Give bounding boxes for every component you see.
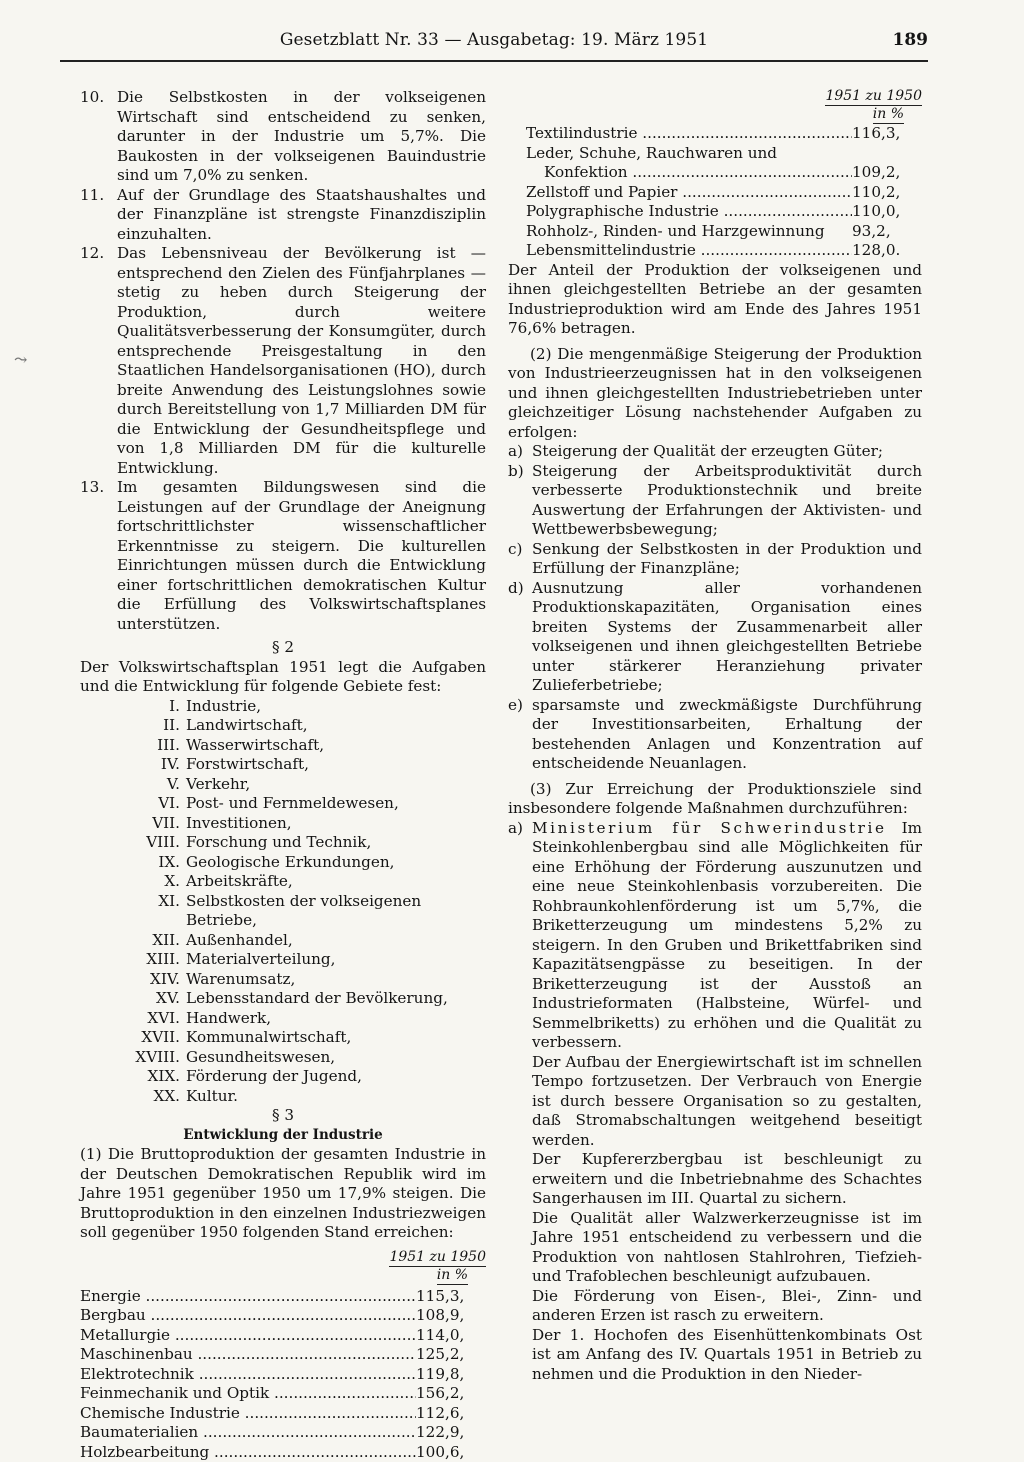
- area-label: Kommunalwirtschaft,: [186, 1028, 486, 1048]
- margin-mark-icon: ⤳: [14, 350, 27, 369]
- area-label: Forschung und Technik,: [186, 833, 486, 853]
- list-item: [80, 186, 486, 245]
- list-item: [508, 540, 922, 579]
- area-label: Post- und Fernmeldewesen,: [186, 794, 486, 814]
- measure-text: Im Steinkohlenbergbau sind alle Möglichkeiten für eine Erhöhung der Förderung auszunutzen und eine neue Steinkohlenbasis vorzubereiten. Die Rohbraunkohlenförderung ist um 5,7%, die Briketterzeugung um mindestens 5,2% zu steigern. In den Gruben und Brikettfabriken sind Kapazitätsengpässe zu beseitigen. In der Briketterzeugung ist der Ausstoß an Industrieformaten (Halbsteine, Würfel- und Semmelbriketts) zu erhöhen und die Qualität zu verbessern.: [532, 819, 922, 1052]
- row-value: 156,2,: [416, 1384, 486, 1404]
- area-label: Landwirtschaft,: [186, 716, 486, 736]
- table-row: [80, 1423, 486, 1443]
- list-item: [80, 716, 486, 736]
- roman-numeral: V.: [80, 775, 186, 795]
- item-letter: e): [508, 696, 532, 774]
- row-value: 128,0.: [852, 241, 922, 261]
- area-label: Geologische Erkundungen,: [186, 853, 486, 873]
- item-letter: c): [508, 540, 532, 579]
- ministry-name: Ministerium für Schwerindustrie: [532, 819, 887, 837]
- row-label: Baumaterialien .....: [80, 1423, 416, 1443]
- item-number: 12.: [80, 244, 117, 478]
- roman-numeral: XVI.: [80, 1009, 186, 1029]
- row-value: 110,2,: [852, 183, 922, 203]
- area-label: Handwerk,: [186, 1009, 486, 1029]
- roman-numeral: VI.: [80, 794, 186, 814]
- area-label: Warenumsatz,: [186, 970, 486, 990]
- item-text: Ausnutzung aller vorhandenen Produktionskapazitäten, Organisation eines breiten Systems der Zusammenarbeit aller volkseigenen und ihnen gleichgestellten Betriebe unter stärkerer Heranziehung privater Zulieferbetriebe;: [532, 579, 922, 696]
- table-row: [80, 1326, 486, 1346]
- row-value: 110,0,: [852, 202, 922, 222]
- row-label: Bergbau .....: [80, 1306, 416, 1326]
- list-item: [80, 931, 486, 951]
- header-title: Gesetzblatt Nr. 33 — Ausgabetag: 19. März 1951: [60, 30, 928, 50]
- roman-numeral: XII.: [80, 931, 186, 951]
- paragraph-3: (3) Zur Erreichung der Produktionsziele sind insbesondere folgende Maßnahmen durchzuführen:: [508, 780, 922, 819]
- item-letter: d): [508, 579, 532, 696]
- item-text: Steigerung der Qualität der erzeugten Güter;: [532, 442, 922, 462]
- row-value: 108,9,: [416, 1306, 486, 1326]
- item-number: 13.: [80, 478, 117, 634]
- item-text: Auf der Grundlage des Staatshaushaltes und der Finanzpläne ist strengste Finanzdisziplin einzuhalten.: [117, 186, 486, 245]
- area-label: Außenhandel,: [186, 931, 486, 951]
- area-label: Investitionen,: [186, 814, 486, 834]
- section-2-intro: Der Volkswirtschaftsplan 1951 legt die Aufgaben und die Entwicklung für folgende Gebiete fest:: [80, 658, 486, 697]
- roman-numeral: XI.: [80, 892, 186, 931]
- list-item: [80, 478, 486, 634]
- list-item: [80, 833, 486, 853]
- table-header-unit: in %: [437, 1267, 468, 1285]
- list-item: [80, 244, 486, 478]
- table-header-years: 1951 zu 1950: [825, 88, 922, 106]
- list-item: [80, 88, 486, 186]
- area-label: Kultur.: [186, 1087, 486, 1107]
- row-label: Holzbearbeitung .....: [80, 1443, 416, 1462]
- left-column: [80, 88, 486, 1462]
- list-item: [80, 814, 486, 834]
- list-item: [80, 1048, 486, 1068]
- production-table: [80, 1287, 486, 1462]
- area-label: Gesundheitswesen,: [186, 1048, 486, 1068]
- row-value: 116,3,: [852, 124, 922, 144]
- row-label: Chemische Industrie .....: [80, 1404, 416, 1424]
- row-value: 119,8,: [416, 1365, 486, 1385]
- table-header: [80, 1249, 486, 1285]
- item-number: 11.: [80, 186, 117, 245]
- row-value: 125,2,: [416, 1345, 486, 1365]
- roman-numeral: VII.: [80, 814, 186, 834]
- table-row: [80, 1287, 486, 1307]
- row-label: Konfektion .....: [544, 163, 852, 183]
- table-row: [526, 163, 922, 183]
- roman-numeral: XVII.: [80, 1028, 186, 1048]
- row-value: 100,6,: [416, 1443, 486, 1462]
- row-value: 93,2,: [852, 222, 922, 242]
- row-label: Lebensmittelindustrie .....: [526, 241, 852, 261]
- list-item: [80, 853, 486, 873]
- right-column: [508, 88, 922, 1384]
- row-label: Elektrotechnik .....: [80, 1365, 416, 1385]
- row-value: 122,9,: [416, 1423, 486, 1443]
- list-item: [80, 970, 486, 990]
- section-3-heading: § 3: [80, 1106, 486, 1126]
- table-row: [80, 1443, 486, 1462]
- table-row: [526, 241, 922, 261]
- area-label: Lebensstandard der Bevölkerung,: [186, 989, 486, 1009]
- share-paragraph: Der Anteil der Produktion der volkseigenen und ihnen gleichgestellten Betriebe an der gesamten Industrieproduktion wird am Ende des Jahres 1951 76,6% betragen.: [508, 261, 922, 339]
- row-label: Metallurgie .....: [80, 1326, 416, 1346]
- roman-numeral: IV.: [80, 755, 186, 775]
- measure-paragraph: Die Qualität aller Walzwerkerzeugnisse ist im Jahre 1951 entscheidend zu verbessern und die Produktion von nahtlosen Stahlrohren, Tiefzieh- und Trafoblechen beschleunigt aufzubauen.: [508, 1209, 922, 1287]
- measure-paragraph: Der Kupfererzbergbau ist beschleunigt zu erweitern und die Inbetriebnahme des Schachtes Sangerhausen im III. Quartal zu sichern.: [508, 1150, 922, 1209]
- table-row: [526, 202, 922, 222]
- section-3-paragraph-1: (1) Die Bruttoproduktion der gesamten Industrie in der Deutschen Demokratischen Republik wird im Jahre 1951 gegenüber 1950 um 17,9% steigen. Die Bruttoproduktion in den einzelnen Industriezweigen soll gegenüber 1950 folgenden Stand erreichen:: [80, 1145, 486, 1243]
- row-label: Leder, Schuhe, Rauchwaren und: [526, 144, 852, 164]
- area-label: Industrie,: [186, 697, 486, 717]
- item-number: 10.: [80, 88, 117, 186]
- measure-paragraph: Der Aufbau der Energiewirtschaft ist im schnellen Tempo fortzusetzen. Der Verbrauch von Energie ist durch bessere Organisation so zu gestalten, daß Stromabschaltungen weitgehend beseitigt werden.: [508, 1053, 922, 1151]
- table-row: [80, 1384, 486, 1404]
- roman-numeral: X.: [80, 872, 186, 892]
- list-item: [80, 1087, 486, 1107]
- row-label: Zellstoff und Papier .....: [526, 183, 852, 203]
- area-label: Selbstkosten der volkseigenen Betriebe,: [186, 892, 486, 931]
- area-label: Forstwirtschaft,: [186, 755, 486, 775]
- list-item: [80, 794, 486, 814]
- row-value: 112,6,: [416, 1404, 486, 1424]
- table-row: [80, 1306, 486, 1326]
- list-item: [508, 442, 922, 462]
- item-text: Das Lebensniveau der Bevölkerung ist — entsprechend den Zielen des Fünfjahrplanes — stetig zu heben durch Steigerung der Produktion, durch weitere Qualitätsverbesserung der Konsumgüter, durch entsprechende Preisgestaltung in den Staatlichen Handelsorganisationen (HO), durch breite Anwendung des Leistungslohnes sowie durch Bereitstellung von 1,7 Milliarden DM für die Entwicklung der Gesundheitspflege und von 1,8 Milliarden DM für die kulturelle Entwicklung.: [117, 244, 486, 478]
- item-text: Senkung der Selbstkosten in der Produktion und Erfüllung der Finanzpläne;: [532, 540, 922, 579]
- section-2-heading: § 2: [80, 638, 486, 658]
- measure-paragraph: Die Förderung von Eisen-, Blei-, Zinn- und anderen Erzen ist rasch zu erweitern.: [508, 1287, 922, 1326]
- page-number: 189: [893, 30, 929, 50]
- table-header: [508, 88, 922, 124]
- area-label: Wasserwirtschaft,: [186, 736, 486, 756]
- measure-paragraph: Der 1. Hochofen des Eisenhüttenkombinats Ost ist am Anfang des IV. Quartals 1951 in Betrieb zu nehmen und die Produktion in den Nieder-: [508, 1326, 922, 1385]
- area-label: Förderung der Jugend,: [186, 1067, 486, 1087]
- roman-numeral: XIII.: [80, 950, 186, 970]
- table-row: [526, 144, 922, 164]
- roman-numeral: III.: [80, 736, 186, 756]
- row-label: Maschinenbau .....: [80, 1345, 416, 1365]
- list-item: [80, 755, 486, 775]
- page-header: [60, 28, 928, 62]
- item-text: sparsamste und zweckmäßigste Durchführung der Investitionsarbeiten, Erhaltung der bestehenden Anlagen und Konzentration auf entscheidende Neuanlagen.: [532, 696, 922, 774]
- row-label: Energie .....: [80, 1287, 416, 1307]
- table-row: [80, 1404, 486, 1424]
- list-item: [80, 950, 486, 970]
- table-row: [80, 1345, 486, 1365]
- table-row: [526, 124, 922, 144]
- item-letter: b): [508, 462, 532, 540]
- list-item: [508, 696, 922, 774]
- list-item: [80, 697, 486, 717]
- section-3-title: Entwicklung der Industrie: [80, 1126, 486, 1146]
- list-item: [80, 1067, 486, 1087]
- task-list: [508, 442, 922, 774]
- item-letter: a): [508, 442, 532, 462]
- table-header-years: 1951 zu 1950: [389, 1249, 486, 1267]
- list-item: [80, 736, 486, 756]
- item-text: Im gesamten Bildungswesen sind die Leistungen auf der Grundlage der Aneignung fortschrittlichster wissenschaftlicher Erkenntnisse zu steigern. Die kulturellen Einrichtungen müssen durch die Entwicklung einer fortschrittlichen demokratischen Kultur die Erfüllung des Volkswirtschaftsplanes unterstützen.: [117, 478, 486, 634]
- row-label: Polygraphische Industrie .....: [526, 202, 852, 222]
- list-item: [508, 579, 922, 696]
- row-value: [852, 144, 922, 164]
- list-item: [508, 462, 922, 540]
- roman-numeral: XV.: [80, 989, 186, 1009]
- table-row: [526, 222, 922, 242]
- areas-list: [80, 697, 486, 1107]
- item-letter: a): [508, 819, 532, 1053]
- row-value: 109,2,: [852, 163, 922, 183]
- list-item: [80, 989, 486, 1009]
- roman-numeral: VIII.: [80, 833, 186, 853]
- item-text: Steigerung der Arbeitsproduktivität durch verbesserte Produktionstechnik und breite Auswertung der Erfahrungen der Aktivisten- und Wettbewerbsbewegung;: [532, 462, 922, 540]
- list-item: [80, 1028, 486, 1048]
- measure-a: [508, 819, 922, 1053]
- roman-numeral: XIX.: [80, 1067, 186, 1087]
- production-table-continued: [508, 124, 922, 261]
- area-label: Verkehr,: [186, 775, 486, 795]
- row-value: 114,0,: [416, 1326, 486, 1346]
- row-label: Feinmechanik und Optik .....: [80, 1384, 416, 1404]
- table-row: [526, 183, 922, 203]
- row-value: 115,3,: [416, 1287, 486, 1307]
- roman-numeral: IX.: [80, 853, 186, 873]
- roman-numeral: I.: [80, 697, 186, 717]
- roman-numeral: II.: [80, 716, 186, 736]
- list-item: [80, 892, 486, 931]
- table-row: [80, 1365, 486, 1385]
- row-label: Rohholz-, Rinden- und Harzgewinnung: [526, 222, 852, 242]
- table-header-unit: in %: [873, 106, 904, 124]
- list-item: [80, 775, 486, 795]
- area-label: Materialverteilung,: [186, 950, 486, 970]
- list-item: [80, 1009, 486, 1029]
- paragraph-2: (2) Die mengenmäßige Steigerung der Produktion von Industrieerzeugnissen hat in den volkseigenen und ihnen gleichgestellten Industriebetrieben unter gleichzeitiger Lösung nachstehender Aufgaben zu erfolgen:: [508, 345, 922, 443]
- roman-numeral: XVIII.: [80, 1048, 186, 1068]
- area-label: Arbeitskräfte,: [186, 872, 486, 892]
- roman-numeral: XX.: [80, 1087, 186, 1107]
- row-label: Textilindustrie .....: [526, 124, 852, 144]
- roman-numeral: XIV.: [80, 970, 186, 990]
- item-text: Die Selbstkosten in der volkseigenen Wirtschaft sind entscheidend zu senken, darunter in der Industrie um 5,7%. Die Baukosten in der volkseigenen Bauindustrie sind um 7,0% zu senken.: [117, 88, 486, 186]
- list-item: [80, 872, 486, 892]
